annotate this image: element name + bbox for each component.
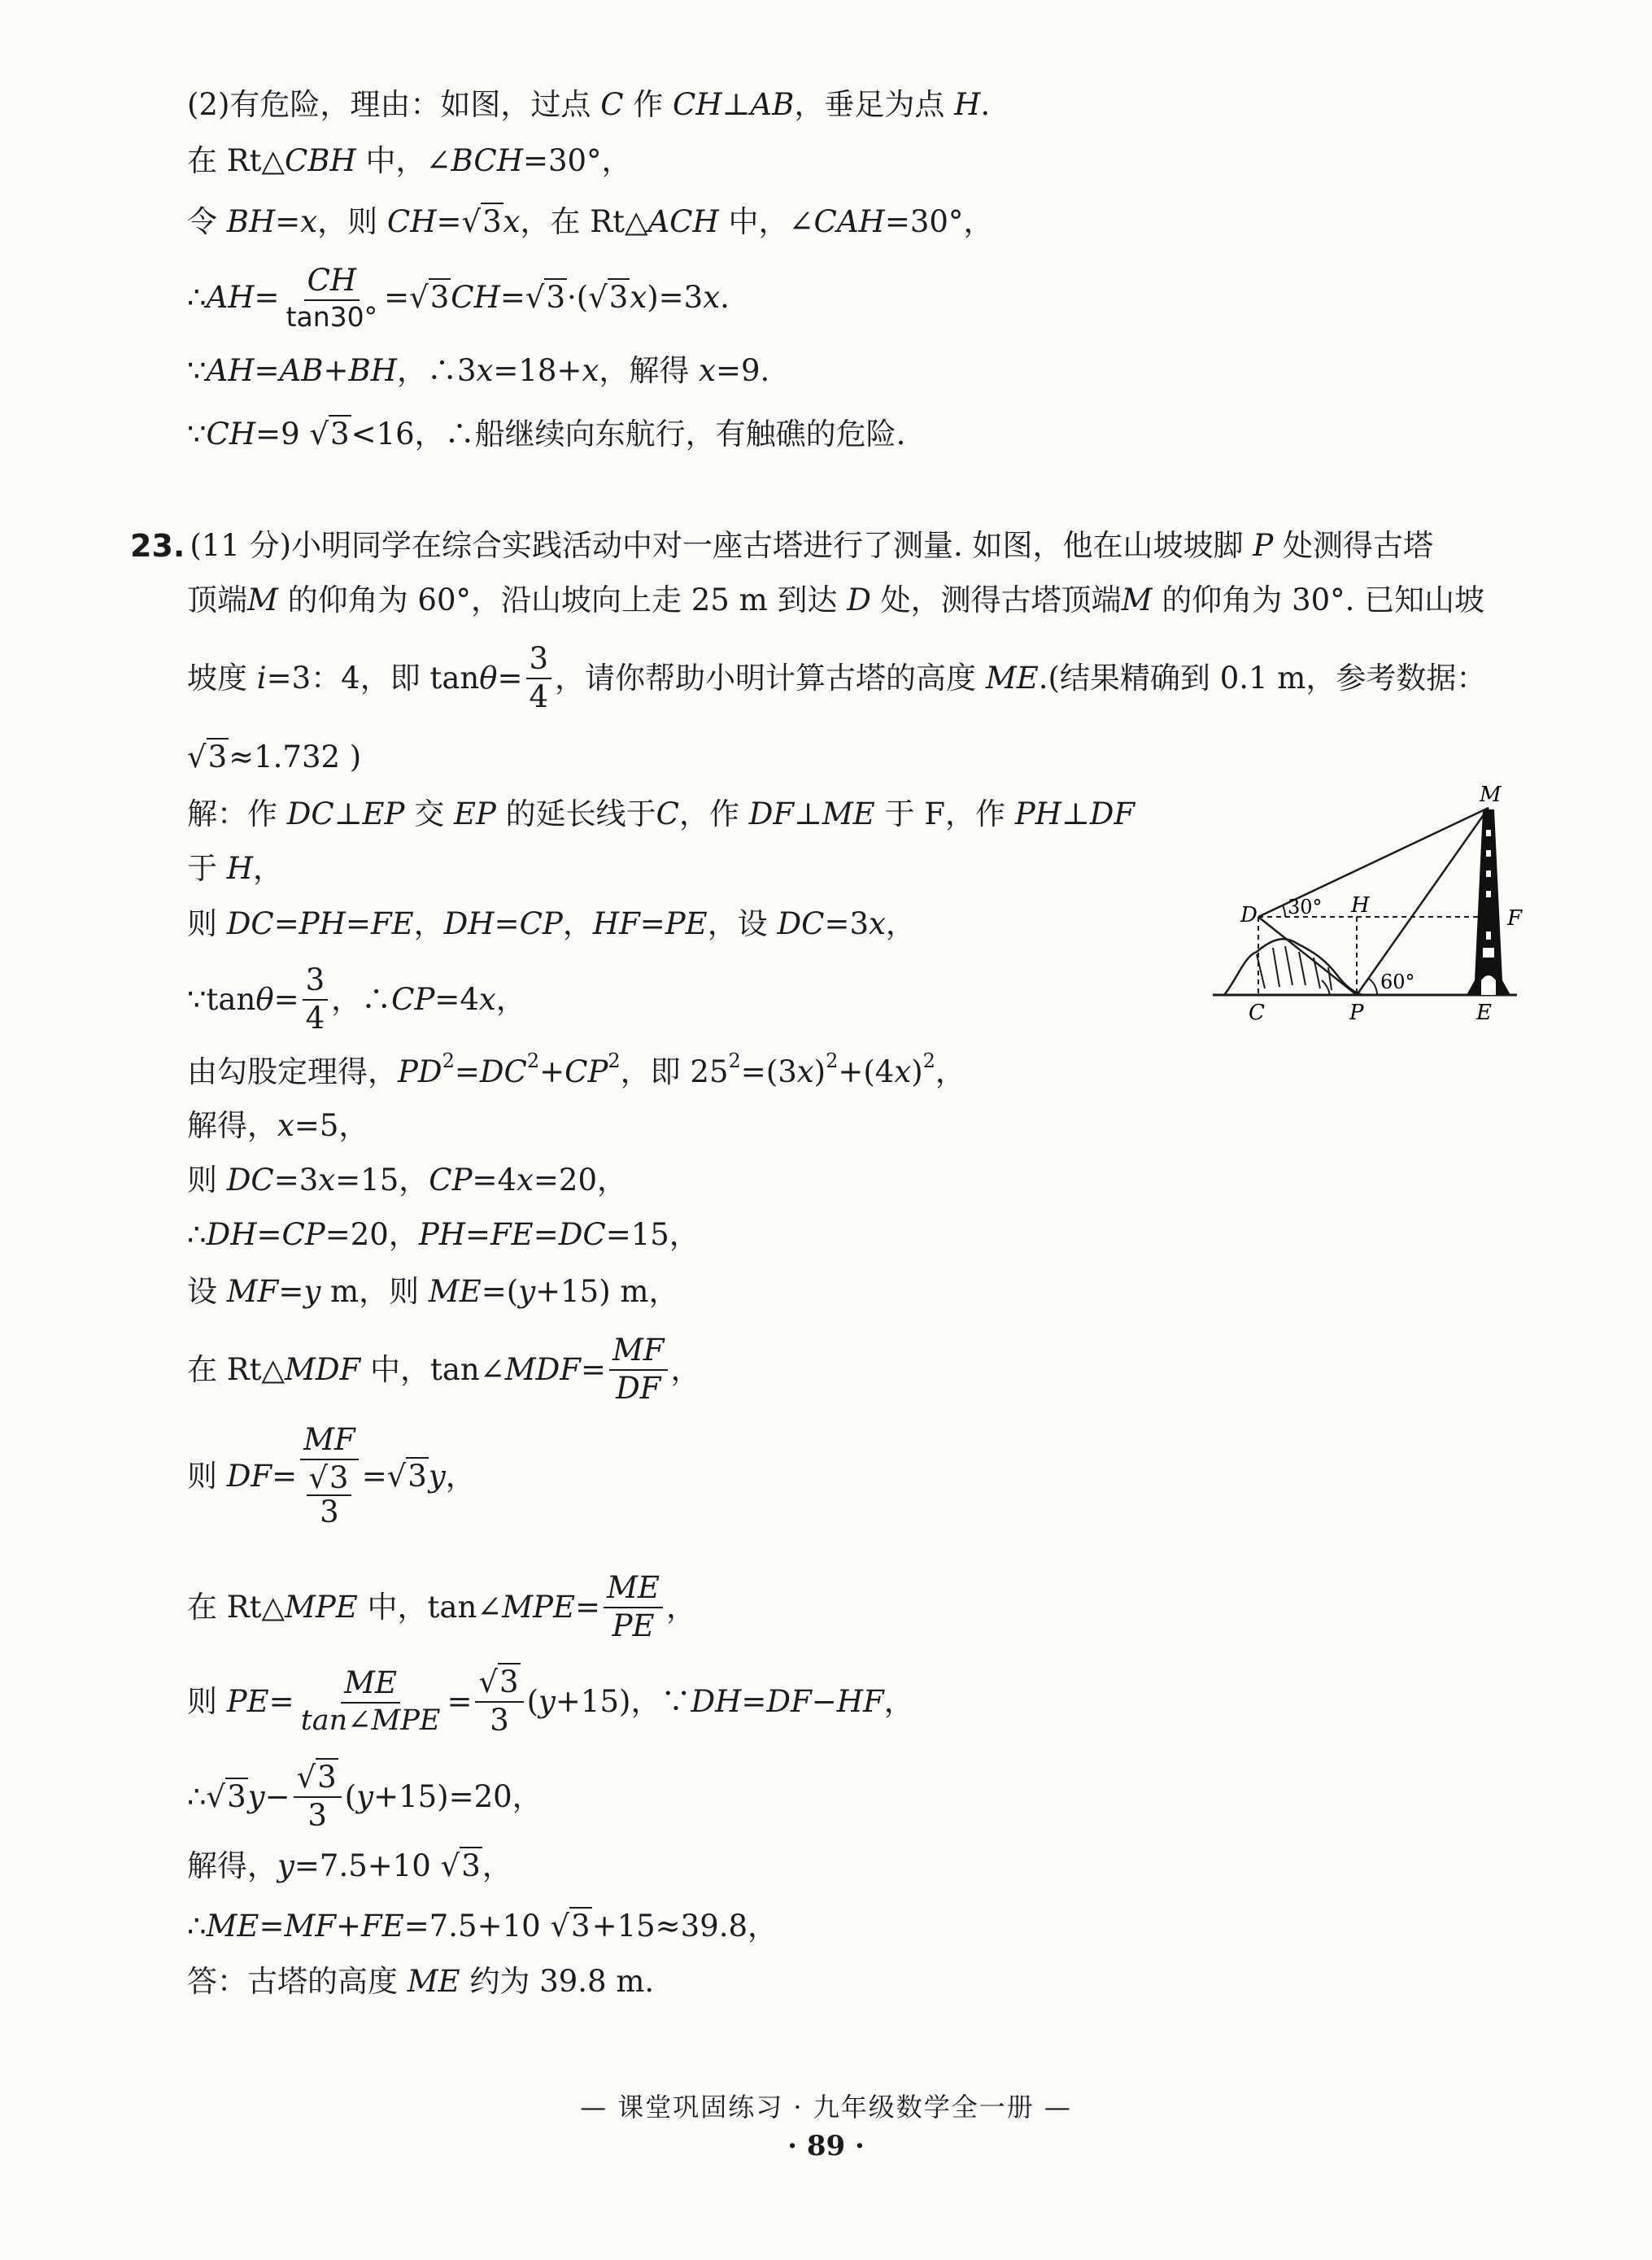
solution-line-11: 则 DF = MF √3 3 = √3 y ，	[187, 1422, 476, 1530]
solution-line-6: 解得， x =5，	[187, 1108, 369, 1143]
solution-line-4: ∵tan θ = $\frac{3}{4}$ ，∴ CP =4 x ，	[187, 962, 526, 1036]
solution-line-14: ∴ √3 y − $\frac{√3}{3}$ ( y +15)=20，	[187, 1760, 543, 1833]
label-c: C	[1249, 1001, 1265, 1025]
fraction-3-over-4: $\frac{3}{4}$	[526, 643, 552, 713]
angle-arc-30	[1283, 905, 1285, 917]
fraction-mf-over-df: $\frac{MF}{DF}$	[609, 1334, 668, 1405]
hill-hatching	[1257, 946, 1332, 990]
fraction-root3-over-3: $\frac{√3}{3}$	[294, 1761, 342, 1832]
solution-line-13: 则 PE = $\frac{ME}{\text{tan∠MPE}}$ = $\frac{√3}{3}$ ( y +15)，∵ DH = DF − HF ，	[187, 1664, 914, 1738]
label-p: P	[1349, 1001, 1364, 1025]
slope-line-dp	[1258, 917, 1357, 995]
solution-line-12: 在 Rt△ MPE 中，tan∠ MPE = $\frac{ME}{PE}$ ，	[187, 1570, 696, 1643]
fraction-me-over-pe: $\frac{ME}{PE}$	[604, 1572, 663, 1643]
geometry-figure	[1208, 785, 1533, 1029]
fraction-root3-over-3: $\frac{√3}{3}$	[475, 1666, 523, 1737]
solution-line-8: ∴ DH = CP =20， PH = FE = DC =15，	[187, 1217, 700, 1252]
tower	[1467, 809, 1510, 995]
angle-arc-theta	[1322, 980, 1330, 995]
question-23-line-4: √3 ≈1.732 )	[187, 740, 362, 774]
label-e: E	[1476, 1001, 1492, 1025]
fraction-ch-over-tan30: $\frac{CH}{\tan 30^\circ}$	[286, 263, 378, 333]
angle-arc-60	[1369, 979, 1377, 995]
solution-line-17: 答：古塔的高度 ME 约为 39.8 m.	[187, 1964, 655, 1999]
part2-line-4: ∴ AH = $\frac{CH}{\tan 30^\circ}$ = √3 CH = √3 ·( √3 x )=3 x .	[187, 263, 730, 333]
solution-line-5: 由勾股定理得， PD 2 = DC 2 + CP 2 ，即 25 2 =(3 x ) 2 +(4 x ) 2 ，	[187, 1049, 965, 1089]
solution-line-15: 解得， y =7.5+10 √3 ，	[187, 1848, 512, 1883]
label-h: H	[1351, 893, 1370, 918]
question-23-line-2: 顶端 M 的仰角为 60°，沿山坡向上走 25 m 到达 D 处，测得古塔顶端 M 的仰角为 30°. 已知山坡	[187, 582, 1485, 617]
part2-line-2: 在 Rt△ CBH 中，∠ BCH =30°，	[187, 143, 632, 178]
label-f: F	[1507, 906, 1523, 931]
footer-book-title: — 课堂巩固练习 · 九年级数学全一册 —	[580, 2092, 1072, 2123]
part2-line-6: ∵ CH =9 √3 <16，∴船继续向东航行，有触礁的危险.	[187, 417, 906, 452]
question-23-line-3: 坡度 i =3：4，即 tan θ = $\frac{3}{4}$ ，请你帮助小明计算古塔的高度 ME .(结果精确到 0.1 m，参考数据：	[187, 641, 1487, 714]
fraction-3-over-4: $\frac{3}{4}$	[303, 964, 329, 1035]
part2-line-5: ∵ AH = AB + BH ，∴3 x =18+ x ，解得 x =9.	[187, 353, 770, 388]
question-number: 23.	[130, 528, 185, 564]
solution-line-9: 设 MF = y m，则 ME =( y +15) m，	[187, 1274, 679, 1309]
solution-line-10: 在 Rt△ MDF 中，tan∠ MDF = $\frac{MF}{DF}$ ，	[187, 1333, 701, 1406]
hill-outline	[1224, 939, 1362, 995]
part2-line-3: 令 BH = x ，则 CH = √3 x ，在 Rt△ ACH 中，∠ CAH =30°，	[187, 204, 994, 239]
label-d: D	[1240, 903, 1258, 927]
page-number: · 89 ·	[787, 2130, 865, 2162]
fraction-me-over-tan-mpe: $\frac{ME}{\text{tan∠MPE}}$	[300, 1665, 441, 1737]
solution-line-2: 于 H ，	[187, 851, 284, 886]
solution-line-1: 解：作 DC ⊥ EP 交 EP 的延长线于 C ，作 DF ⊥ ME 于 F ，作 PH ⊥ DF	[187, 796, 1135, 831]
label-angle-60: 60°	[1380, 971, 1415, 993]
solution-line-3: 则 DC = PH = FE ， DH = CP ， HF = PE ，设 DC =3 x ，	[187, 906, 916, 941]
label-angle-30: 30°	[1288, 896, 1323, 918]
question-23-line-1: 23. (11 分)小明同学在综合实践活动中对一座古塔进行了测量. 如图，他在山坡坡脚 P 处测得古塔	[130, 525, 1433, 567]
solution-line-16: ∴ ME = MF + FE =7.5+10 √3 +15≈39.8，	[187, 1909, 778, 1944]
label-m: M	[1480, 785, 1502, 807]
sight-line-pm	[1357, 808, 1489, 995]
solution-line-7: 则 DC =3 x =15， CP =4 x =20，	[187, 1163, 627, 1198]
fraction-mf-over-root3-3: MF √3 3	[300, 1424, 359, 1529]
part2-line-1: (2)有危险，理由：如图，过点 C 作 CH ⊥ AB ，垂足为点 H .	[187, 87, 991, 122]
